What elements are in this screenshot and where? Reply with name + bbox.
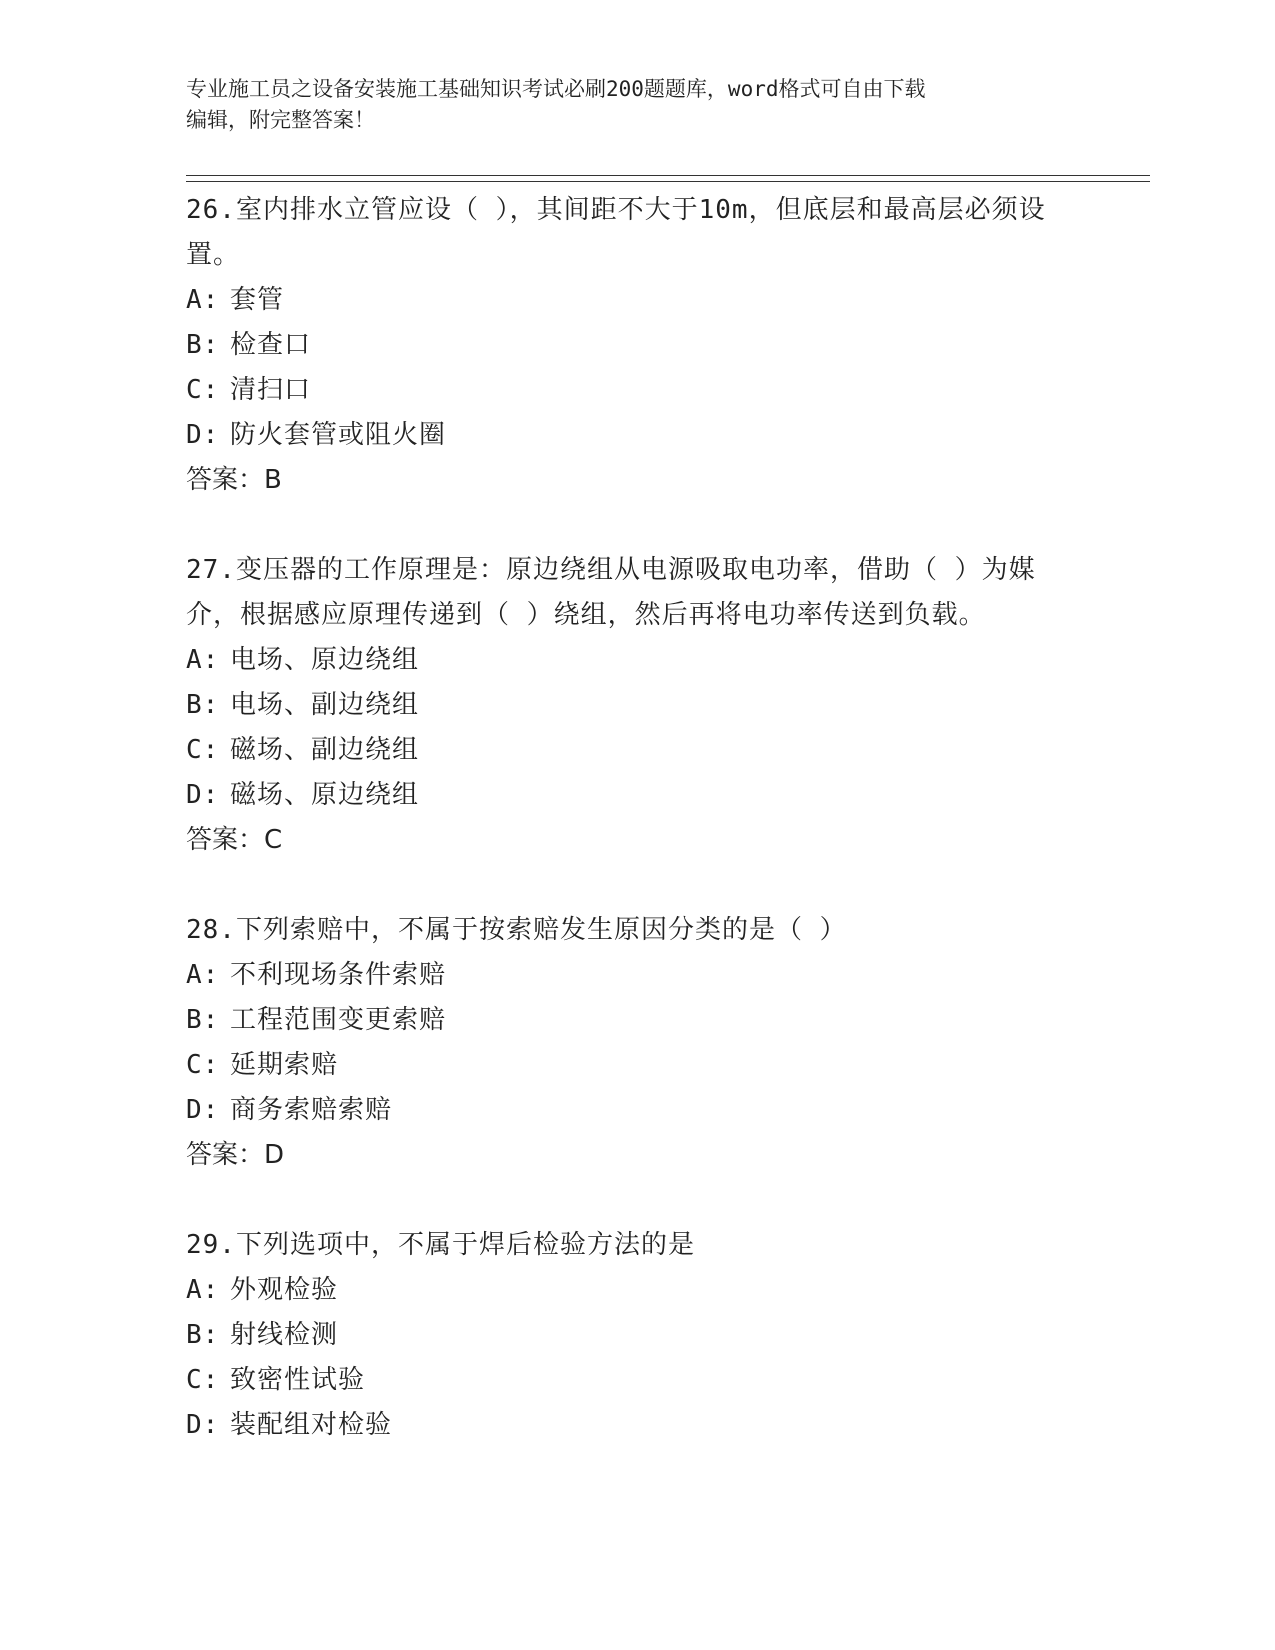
- question-26: [186, 188, 1066, 503]
- header-divider-bottom: [186, 181, 1150, 182]
- option-key: B:: [186, 330, 220, 360]
- option-text: 射线检测: [230, 1320, 339, 1350]
- option-a: [186, 953, 1066, 998]
- option-text: 外观检验: [230, 1275, 339, 1305]
- option-key: B:: [186, 1005, 220, 1035]
- option-key: B:: [186, 690, 220, 720]
- option-text: 商务索赔索赔: [230, 1095, 393, 1125]
- option-text: 清扫口: [230, 375, 312, 405]
- option-text: 套管: [230, 285, 285, 315]
- question-stem: 29.下列选项中，不属于焊后检验方法的是: [186, 1230, 695, 1260]
- option-text: 装配组对检验: [230, 1410, 393, 1440]
- option-key: B:: [186, 1320, 220, 1350]
- option-key: A:: [186, 1275, 220, 1305]
- option-a: [186, 1268, 1066, 1313]
- option-text: 电场、原边绕组: [230, 645, 420, 675]
- answer-line: 答案：C: [186, 825, 283, 855]
- option-key: D:: [186, 780, 220, 810]
- question-27: [186, 548, 1066, 863]
- option-d: [186, 413, 1066, 458]
- option-d: [186, 773, 1066, 818]
- option-key: C:: [186, 1365, 220, 1395]
- option-c: [186, 1358, 1066, 1403]
- option-a: [186, 638, 1066, 683]
- option-c: [186, 728, 1066, 773]
- option-b: [186, 998, 1066, 1043]
- document-header: [186, 74, 1066, 136]
- header-divider-top: [186, 175, 1150, 176]
- option-key: C:: [186, 375, 220, 405]
- answer-line: 答案：B: [186, 465, 282, 495]
- header-line-1: 专业施工员之设备安装施工基础知识考试必刷200题题库，word格式可自由下载: [186, 77, 926, 101]
- option-text: 磁场、副边绕组: [230, 735, 420, 765]
- question-list: [186, 188, 1066, 1493]
- option-text: 磁场、原边绕组: [230, 780, 420, 810]
- option-d: [186, 1088, 1066, 1133]
- option-key: D:: [186, 1410, 220, 1440]
- option-text: 延期索赔: [230, 1050, 339, 1080]
- option-text: 电场、副边绕组: [230, 690, 420, 720]
- question-stem: 26.室内排水立管应设（ ），其间距不大于10m，但底层和最高层必须设置。: [186, 195, 1046, 270]
- option-text: 防火套管或阻火圈: [230, 420, 447, 450]
- option-a: [186, 278, 1066, 323]
- option-key: C:: [186, 1050, 220, 1080]
- option-text: 致密性试验: [230, 1365, 366, 1395]
- question-stem: 27.变压器的工作原理是：原边绕组从电源吸取电功率，借助（ ）为媒介，根据感应原理传递到（ ）绕组，然后再将电功率传送到负载。: [186, 555, 1036, 630]
- option-text: 工程范围变更索赔: [230, 1005, 447, 1035]
- question-28: [186, 908, 1066, 1178]
- option-b: [186, 323, 1066, 368]
- option-c: [186, 1043, 1066, 1088]
- option-key: A:: [186, 960, 220, 990]
- header-line-2: 编辑，附完整答案！: [186, 108, 375, 132]
- question-29: [186, 1223, 1066, 1448]
- answer-line: 答案：D: [186, 1140, 285, 1170]
- option-text: 检查口: [230, 330, 312, 360]
- option-b: [186, 1313, 1066, 1358]
- option-key: D:: [186, 420, 220, 450]
- question-stem: 28.下列索赔中，不属于按索赔发生原因分类的是（ ）: [186, 915, 847, 945]
- option-c: [186, 368, 1066, 413]
- option-b: [186, 683, 1066, 728]
- option-d: [186, 1403, 1066, 1448]
- option-key: D:: [186, 1095, 220, 1125]
- option-key: A:: [186, 285, 220, 315]
- option-key: A:: [186, 645, 220, 675]
- option-key: C:: [186, 735, 220, 765]
- option-text: 不利现场条件索赔: [230, 960, 447, 990]
